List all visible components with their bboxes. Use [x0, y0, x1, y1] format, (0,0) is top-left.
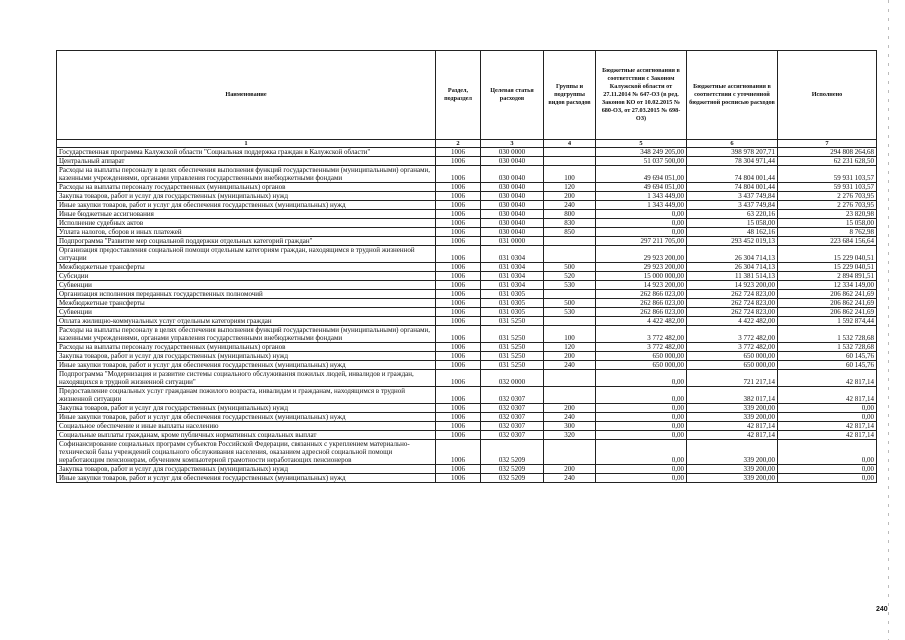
row-budget-updated: 42 817,14: [687, 422, 778, 431]
header-target-item: Целевая статья расходов: [481, 51, 544, 140]
table-row: [57, 166, 877, 183]
row-target-item: 030 0000: [481, 148, 544, 157]
row-budget-updated: 339 200,00: [687, 465, 778, 474]
table-row: [57, 246, 877, 263]
row-section-code: 1006: [436, 352, 481, 361]
row-budget-updated: 15 058,00: [687, 219, 778, 228]
row-expense-group: 800: [544, 210, 596, 219]
row-execution: 2 894 891,51: [778, 272, 877, 281]
row-name: Государственная программа Калужской области "Социальная поддержка граждан в Калужской области": [57, 148, 436, 157]
table-row: [57, 183, 877, 192]
row-section-code: 1006: [436, 404, 481, 413]
row-budget-updated: 26 304 714,13: [687, 246, 778, 263]
row-section-code: 1006: [436, 272, 481, 281]
row-expense-group: 200: [544, 465, 596, 474]
header-budget-updated: Бюджетные ассигнования в соответствии с уточненной бюджетной росписью расходов: [687, 51, 778, 140]
column-number: 6: [687, 140, 778, 148]
row-section-code: 1006: [436, 413, 481, 422]
column-number: 5: [596, 140, 687, 148]
table-row: [57, 237, 877, 246]
row-budget-updated: 63 220,16: [687, 210, 778, 219]
row-expense-group: [544, 440, 596, 465]
row-budget-updated: 398 978 207,71: [687, 148, 778, 157]
row-budget-law: 0,00: [596, 413, 687, 422]
row-name: Расходы на выплаты персоналу государственных (муниципальных) органов: [57, 343, 436, 352]
row-expense-group: [544, 370, 596, 387]
row-target-item: 031 5250: [481, 343, 544, 352]
row-target-item: 031 0305: [481, 299, 544, 308]
row-name: Закупка товаров, работ и услуг для государственных (муниципальных) нужд: [57, 192, 436, 201]
row-target-item: 030 0040: [481, 157, 544, 166]
row-expense-group: 500: [544, 263, 596, 272]
row-target-item: 031 5250: [481, 361, 544, 370]
row-name: Иные бюджетные ассигнования: [57, 210, 436, 219]
row-expense-group: [544, 237, 596, 246]
row-name: Субвенции: [57, 281, 436, 290]
table-row: [57, 361, 877, 370]
row-budget-updated: 339 200,00: [687, 413, 778, 422]
row-budget-law: 0,00: [596, 219, 687, 228]
row-name: Организация предоставления социальной помощи отдельным категориям граждан, находящимся в трудной жизненной ситуации: [57, 246, 436, 263]
row-execution: 12 334 149,00: [778, 281, 877, 290]
row-expense-group: [544, 157, 596, 166]
row-budget-updated: 262 724 823,00: [687, 308, 778, 317]
row-section-code: 1006: [436, 308, 481, 317]
row-budget-updated: 339 200,00: [687, 404, 778, 413]
row-budget-law: 262 866 023,00: [596, 299, 687, 308]
table-row: [57, 413, 877, 422]
row-section-code: 1006: [436, 281, 481, 290]
row-execution: 15 229 040,51: [778, 246, 877, 263]
row-budget-updated: 3 772 482,00: [687, 343, 778, 352]
row-target-item: 031 0305: [481, 308, 544, 317]
row-budget-updated: 293 452 019,13: [687, 237, 778, 246]
row-target-item: 030 0040: [481, 210, 544, 219]
row-target-item: 031 0000: [481, 237, 544, 246]
table-row: [57, 148, 877, 157]
row-expense-group: 240: [544, 361, 596, 370]
row-budget-updated: 26 304 714,13: [687, 263, 778, 272]
row-section-code: 1006: [436, 299, 481, 308]
row-name: Иные закупки товаров, работ и услуг для обеспечения государственных (муниципальных) нужд: [57, 361, 436, 370]
row-section-code: 1006: [436, 326, 481, 343]
row-target-item: 030 0040: [481, 166, 544, 183]
row-budget-law: 348 249 205,00: [596, 148, 687, 157]
row-budget-updated: 42 817,14: [687, 431, 778, 440]
row-execution: 60 145,76: [778, 352, 877, 361]
table-row: [57, 281, 877, 290]
row-budget-law: 51 037 500,00: [596, 157, 687, 166]
table-row: [57, 308, 877, 317]
row-budget-law: 0,00: [596, 431, 687, 440]
row-execution: 42 817,14: [778, 431, 877, 440]
row-expense-group: 100: [544, 166, 596, 183]
row-execution: 0,00: [778, 474, 877, 483]
row-budget-law: 0,00: [596, 465, 687, 474]
row-target-item: 030 0040: [481, 183, 544, 192]
row-section-code: 1006: [436, 201, 481, 210]
row-section-code: 1006: [436, 192, 481, 201]
row-target-item: 031 0304: [481, 246, 544, 263]
table-row: [57, 352, 877, 361]
row-expense-group: 530: [544, 281, 596, 290]
row-budget-law: 0,00: [596, 370, 687, 387]
row-expense-group: 320: [544, 431, 596, 440]
row-section-code: 1006: [436, 246, 481, 263]
row-execution: 223 684 156,64: [778, 237, 877, 246]
row-execution: 206 862 241,69: [778, 308, 877, 317]
row-section-code: 1006: [436, 387, 481, 404]
table-row: [57, 157, 877, 166]
row-budget-updated: 339 200,00: [687, 474, 778, 483]
row-budget-law: 29 923 200,00: [596, 263, 687, 272]
page-edge-line: [888, 0, 889, 640]
table-row: [57, 228, 877, 237]
row-budget-law: 49 694 051,00: [596, 183, 687, 192]
row-section-code: 1006: [436, 431, 481, 440]
row-expense-group: 520: [544, 272, 596, 281]
row-name: Организация исполнения переданных государственных полномочий: [57, 290, 436, 299]
table-row: [57, 465, 877, 474]
table-row: [57, 343, 877, 352]
row-expense-group: [544, 290, 596, 299]
table-row: [57, 317, 877, 326]
row-budget-law: 0,00: [596, 474, 687, 483]
row-budget-updated: 650 000,00: [687, 361, 778, 370]
row-budget-law: 0,00: [596, 440, 687, 465]
row-name: Софинансирование социальных программ субъектов Российской Федерации, связанных с укреплением материально-технической базы учреждений социального обслуживания населения, оказанием адресной социальной помощи неработающим пенсионерам, обучением компьютерной грамотности неработающих пенсионеров: [57, 440, 436, 465]
row-execution: 8 762,98: [778, 228, 877, 237]
table-body: [57, 140, 877, 483]
row-name: Расходы на выплаты персоналу в целях обеспечения выполнения функций государственными (муниципальными) органами, казенными учреждениями, органами управления государственными внебюджетными фондами: [57, 166, 436, 183]
row-expense-group: 530: [544, 308, 596, 317]
row-target-item: 031 5250: [481, 317, 544, 326]
row-name: Уплата налогов, сборов и иных платежей: [57, 228, 436, 237]
table-row: [57, 192, 877, 201]
table-row: [57, 370, 877, 387]
budget-report-page: [56, 50, 876, 483]
row-execution: 0,00: [778, 404, 877, 413]
row-section-code: 1006: [436, 183, 481, 192]
row-budget-updated: 262 724 823,00: [687, 299, 778, 308]
row-execution: 0,00: [778, 413, 877, 422]
row-target-item: 032 0307: [481, 404, 544, 413]
row-budget-updated: 74 804 001,44: [687, 166, 778, 183]
row-execution: 15 229 040,51: [778, 263, 877, 272]
row-name: Межбюджетные трансферты: [57, 299, 436, 308]
row-execution: 2 276 703,95: [778, 192, 877, 201]
row-budget-law: 3 772 482,00: [596, 343, 687, 352]
row-execution: 59 931 103,57: [778, 166, 877, 183]
row-expense-group: 100: [544, 326, 596, 343]
row-target-item: 031 5250: [481, 326, 544, 343]
table-row: [57, 474, 877, 483]
row-name: Расходы на выплаты персоналу государственных (муниципальных) органов: [57, 183, 436, 192]
row-name: Иные закупки товаров, работ и услуг для обеспечения государственных (муниципальных) нужд: [57, 413, 436, 422]
row-name: Иные закупки товаров, работ и услуг для обеспечения государственных (муниципальных) нужд: [57, 201, 436, 210]
row-execution: 42 817,14: [778, 370, 877, 387]
row-budget-law: 0,00: [596, 422, 687, 431]
column-number: 4: [544, 140, 596, 148]
row-section-code: 1006: [436, 228, 481, 237]
header-expense-groups: Группы и подгруппы видов расходов: [544, 51, 596, 140]
row-target-item: 031 5250: [481, 352, 544, 361]
row-execution: 0,00: [778, 465, 877, 474]
row-name: Закупка товаров, работ и услуг для государственных (муниципальных) нужд: [57, 404, 436, 413]
row-section-code: 1006: [436, 148, 481, 157]
row-execution: 23 820,98: [778, 210, 877, 219]
row-target-item: 032 0307: [481, 413, 544, 422]
row-expense-group: 240: [544, 201, 596, 210]
row-budget-updated: 14 923 200,00: [687, 281, 778, 290]
row-execution: 2 276 703,95: [778, 201, 877, 210]
row-expense-group: [544, 317, 596, 326]
table-row: [57, 219, 877, 228]
row-budget-updated: 3 437 749,84: [687, 201, 778, 210]
row-budget-law: 650 000,00: [596, 352, 687, 361]
row-budget-updated: 650 000,00: [687, 352, 778, 361]
row-name: Исполнение судебных актов: [57, 219, 436, 228]
row-execution: 294 808 264,68: [778, 148, 877, 157]
row-execution: 59 931 103,57: [778, 183, 877, 192]
page-number: 240: [876, 606, 888, 613]
row-name: Подпрограмма "Развитие мер социальной поддержки отдельных категорий граждан": [57, 237, 436, 246]
row-name: Закупка товаров, работ и услуг для государственных (муниципальных) нужд: [57, 465, 436, 474]
row-budget-updated: 262 724 823,00: [687, 290, 778, 299]
row-expense-group: 300: [544, 422, 596, 431]
row-expense-group: 200: [544, 352, 596, 361]
row-name: Субвенции: [57, 308, 436, 317]
header-execution: Исполнено: [778, 51, 877, 140]
row-budget-updated: 11 381 514,13: [687, 272, 778, 281]
row-expense-group: [544, 246, 596, 263]
row-execution: 1 532 728,68: [778, 343, 877, 352]
row-target-item: 030 0040: [481, 201, 544, 210]
column-number-row: [57, 140, 877, 148]
row-budget-law: 262 866 023,00: [596, 290, 687, 299]
row-name: Центральный аппарат: [57, 157, 436, 166]
column-number: 3: [481, 140, 544, 148]
row-expense-group: 830: [544, 219, 596, 228]
row-expense-group: 850: [544, 228, 596, 237]
row-name: Субсидии: [57, 272, 436, 281]
row-target-item: 031 0304: [481, 272, 544, 281]
row-section-code: 1006: [436, 157, 481, 166]
row-section-code: 1006: [436, 210, 481, 219]
row-section-code: 1006: [436, 219, 481, 228]
table-row: [57, 387, 877, 404]
row-expense-group: 200: [544, 192, 596, 201]
row-budget-law: 0,00: [596, 228, 687, 237]
row-name: Расходы на выплаты персоналу в целях обеспечения выполнения функций государственными (муниципальными) органами, казенными учреждениями, органами управления государственными внебюджетными фондами: [57, 326, 436, 343]
row-execution: 1 532 728,68: [778, 326, 877, 343]
table-row: [57, 422, 877, 431]
row-section-code: 1006: [436, 474, 481, 483]
row-expense-group: 240: [544, 474, 596, 483]
row-section-code: 1006: [436, 361, 481, 370]
row-budget-law: 3 772 482,00: [596, 326, 687, 343]
row-name: Социальное обеспечение и иные выплаты населению: [57, 422, 436, 431]
row-target-item: 030 0040: [481, 228, 544, 237]
row-budget-updated: 3 772 482,00: [687, 326, 778, 343]
row-name: Межбюджетные трансферты: [57, 263, 436, 272]
table-row: [57, 404, 877, 413]
row-target-item: 032 5209: [481, 474, 544, 483]
header-name: Наименование: [57, 51, 436, 140]
row-expense-group: 240: [544, 413, 596, 422]
table-header: [57, 51, 877, 140]
row-name: Подпрограмма "Модернизация и развитие системы социального обслуживания пожилых людей, инвалидов и граждан, находящихся в трудной жизненной ситуации": [57, 370, 436, 387]
row-budget-law: 297 211 705,00: [596, 237, 687, 246]
row-budget-updated: 78 304 971,44: [687, 157, 778, 166]
row-budget-law: 1 343 449,00: [596, 192, 687, 201]
row-section-code: 1006: [436, 263, 481, 272]
row-execution: 42 817,14: [778, 422, 877, 431]
row-budget-law: 0,00: [596, 404, 687, 413]
column-number: 7: [778, 140, 877, 148]
table-row: [57, 440, 877, 465]
row-target-item: 031 0304: [481, 263, 544, 272]
row-budget-law: 0,00: [596, 210, 687, 219]
row-budget-updated: 721 217,14: [687, 370, 778, 387]
row-budget-updated: 48 162,16: [687, 228, 778, 237]
row-target-item: 032 0307: [481, 431, 544, 440]
row-target-item: 032 0307: [481, 422, 544, 431]
row-section-code: 1006: [436, 465, 481, 474]
row-budget-law: 0,00: [596, 387, 687, 404]
row-budget-updated: 3 437 749,84: [687, 192, 778, 201]
row-target-item: 032 0000: [481, 370, 544, 387]
row-budget-updated: 339 200,00: [687, 440, 778, 465]
table-row: [57, 272, 877, 281]
row-budget-updated: 382 017,14: [687, 387, 778, 404]
row-name: Иные закупки товаров, работ и услуг для обеспечения государственных (муниципальных) нужд: [57, 474, 436, 483]
row-expense-group: 120: [544, 183, 596, 192]
row-budget-updated: 74 804 001,44: [687, 183, 778, 192]
row-name: Закупка товаров, работ и услуг для государственных (муниципальных) нужд: [57, 352, 436, 361]
row-budget-law: 4 422 482,00: [596, 317, 687, 326]
row-expense-group: 120: [544, 343, 596, 352]
table-row: [57, 431, 877, 440]
row-execution: 62 231 628,50: [778, 157, 877, 166]
row-target-item: 032 5209: [481, 465, 544, 474]
row-target-item: 032 5209: [481, 440, 544, 465]
row-section-code: 1006: [436, 370, 481, 387]
row-budget-law: 650 000,00: [596, 361, 687, 370]
row-budget-law: 49 694 051,00: [596, 166, 687, 183]
row-execution: 42 817,14: [778, 387, 877, 404]
table-row: [57, 299, 877, 308]
row-expense-group: 500: [544, 299, 596, 308]
table-row: [57, 290, 877, 299]
row-budget-law: 15 000 000,00: [596, 272, 687, 281]
row-budget-law: 1 343 449,00: [596, 201, 687, 210]
row-target-item: 032 0307: [481, 387, 544, 404]
row-section-code: 1006: [436, 290, 481, 299]
row-budget-law: 14 923 200,00: [596, 281, 687, 290]
row-expense-group: [544, 148, 596, 157]
row-target-item: 031 0305: [481, 290, 544, 299]
row-section-code: 1006: [436, 440, 481, 465]
table-row: [57, 201, 877, 210]
row-execution: 0,00: [778, 440, 877, 465]
row-name: Оплата жилищно-коммунальных услуг отдельным категориям граждан: [57, 317, 436, 326]
row-target-item: 030 0040: [481, 192, 544, 201]
row-execution: 15 058,00: [778, 219, 877, 228]
row-section-code: 1006: [436, 237, 481, 246]
column-number: 1: [57, 140, 436, 148]
column-number: 2: [436, 140, 481, 148]
table-row: [57, 210, 877, 219]
row-target-item: 030 0040: [481, 219, 544, 228]
row-execution: 206 862 241,69: [778, 290, 877, 299]
header-section: Раздел, подраздел: [436, 51, 481, 140]
row-section-code: 1006: [436, 166, 481, 183]
header-budget-law: Бюджетные ассигнования в соответствии с Законом Калужской области от 27.11.2014 № 647-ОЗ (в ред. Законов КО от 10.02.2015 № 680-ОЗ, от 27.03.2015 № 698-ОЗ): [596, 51, 687, 140]
table-row: [57, 263, 877, 272]
row-expense-group: 200: [544, 404, 596, 413]
row-execution: 1 592 874,44: [778, 317, 877, 326]
row-budget-law: 262 866 023,00: [596, 308, 687, 317]
row-execution: 60 145,76: [778, 361, 877, 370]
row-budget-updated: 4 422 482,00: [687, 317, 778, 326]
row-section-code: 1006: [436, 343, 481, 352]
budget-execution-table: [56, 50, 877, 483]
row-section-code: 1006: [436, 317, 481, 326]
row-target-item: 031 0304: [481, 281, 544, 290]
row-name: Предоставление социальных услуг гражданам пожилого возраста, инвалидам и гражданам, находящимся в трудной жизненной ситуации: [57, 387, 436, 404]
row-execution: 206 862 241,69: [778, 299, 877, 308]
row-budget-law: 29 923 200,00: [596, 246, 687, 263]
table-row: [57, 326, 877, 343]
row-section-code: 1006: [436, 422, 481, 431]
row-expense-group: [544, 387, 596, 404]
row-name: Социальные выплаты гражданам, кроме публичных нормативных социальных выплат: [57, 431, 436, 440]
